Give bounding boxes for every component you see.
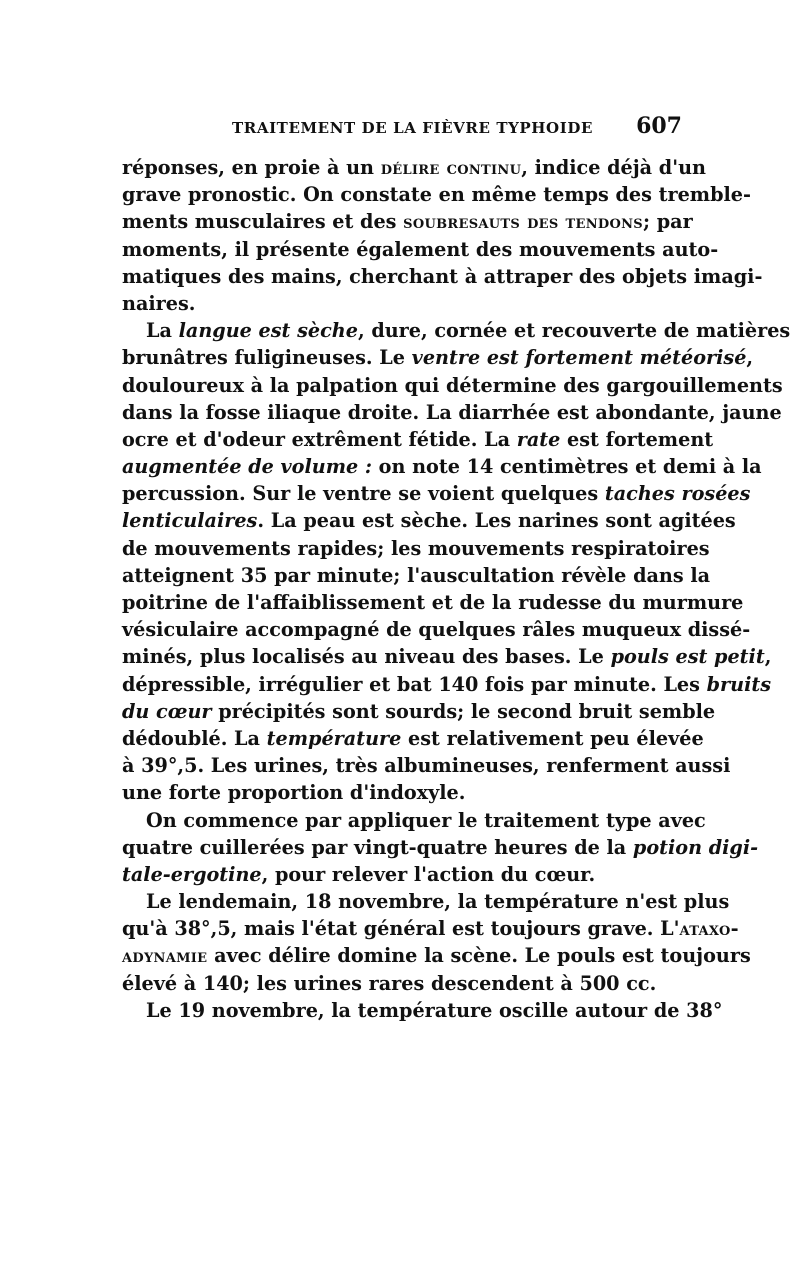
text-line — [122, 535, 710, 562]
text-run: élevé à 140; les urines rares descendent à 500 cc. — [122, 971, 657, 995]
text-run: , dure, cornée et recouverte de matières — [357, 319, 791, 343]
text-line — [122, 888, 730, 915]
text-line — [122, 399, 782, 426]
text-run: vésiculaire accompagné de quelques râles muqueux dissé- — [122, 618, 751, 642]
text-run: atteignent 35 par minute; l'auscultation révèle dans la — [122, 563, 711, 587]
text-run: est fortement — [560, 427, 714, 451]
text-run: On commence par appliquer le traitement type avec — [146, 808, 706, 832]
text-run: douloureux à la palpation qui détermine des gargouillements — [122, 373, 783, 397]
page-number: 607 — [636, 113, 682, 139]
small-caps-phrase: ataxo- — [679, 917, 739, 941]
text-line — [122, 997, 723, 1024]
text-run: Le lendemain, 18 novembre, la température n'est plus — [146, 890, 730, 914]
text-run: grave pronostic. On constate en même temps des tremble- — [122, 183, 751, 207]
small-caps-phrase: délire continu — [380, 156, 522, 179]
text-line — [122, 589, 744, 616]
text-run: précipités sont sourds; le second bruit semble — [211, 699, 716, 723]
text-run: est relativement peu élevée — [401, 726, 704, 750]
text-line — [122, 480, 751, 507]
italic-phrase: bruits — [706, 672, 772, 696]
text-line — [122, 725, 704, 752]
text-run: qu'à 38°,5, mais l'état général est toujours grave. L' — [122, 917, 680, 941]
text-line — [122, 344, 754, 371]
text-line — [122, 807, 706, 834]
italic-phrase: ventre est fortement météorisé — [411, 346, 747, 370]
text-line — [122, 154, 706, 181]
text-run: ocre et d'odeur extrêment fétide. La — [122, 427, 517, 451]
text-line — [122, 616, 751, 643]
italic-phrase: pouls est petit — [610, 645, 765, 669]
text-line — [122, 942, 751, 969]
text-line — [122, 643, 772, 670]
small-caps-phrase: adynamie — [122, 944, 208, 968]
text-line — [122, 698, 716, 725]
text-run: dans la fosse iliaque droite. La diarrhée est abondante, jaune — [122, 400, 782, 424]
text-line — [122, 970, 670, 997]
small-caps-phrase: soubresauts des tendons — [403, 210, 643, 234]
text-line — [122, 372, 783, 399]
text-line — [122, 779, 670, 806]
italic-phrase: rate — [516, 427, 561, 451]
italic-phrase: augmentée de volume : — [122, 455, 372, 479]
italic-phrase: langue est sèche — [178, 319, 358, 343]
italic-phrase: taches rosées — [604, 482, 751, 506]
text-run: , indice déjà d'un — [521, 156, 706, 179]
text-line — [122, 236, 719, 263]
text-run: ; par — [642, 210, 693, 234]
text-run: matiques des mains, cherchant à attraper des objets imagi- — [122, 264, 763, 288]
text-run: ments musculaires et des — [122, 210, 404, 234]
running-header — [122, 113, 682, 143]
text-line — [122, 181, 751, 208]
text-line — [122, 834, 759, 861]
text-line — [122, 263, 763, 290]
italic-phrase: température — [266, 726, 402, 750]
text-run: minés, plus localisés au niveau des bases. Le — [122, 645, 611, 669]
text-line — [122, 453, 762, 480]
text-line — [122, 671, 772, 698]
text-line — [122, 861, 670, 888]
text-line — [122, 915, 739, 942]
text-run: . La peau est sèche. Les narines sont agitées — [257, 509, 736, 533]
running-title: TRAITEMENT DE LA FIÈVRE TYPHOIDE — [232, 119, 593, 137]
text-line — [122, 562, 711, 589]
italic-phrase: tale-ergotine — [122, 862, 262, 886]
text-run: on note 14 centimètres et demi à la — [371, 455, 762, 479]
text-run: quatre cuillerées par vingt-quatre heures de la — [122, 835, 633, 859]
italic-phrase: lenticulaires — [122, 509, 258, 533]
text-line — [122, 208, 693, 235]
text-run: , pour relever l'action du cœur. — [261, 862, 596, 886]
text-line — [122, 426, 714, 453]
text-run: percussion. Sur le ventre se voient quelques — [122, 482, 605, 506]
text-run: avec délire domine la scène. Le pouls est toujours — [207, 944, 751, 968]
text-run: brunâtres fuligineuses. Le — [122, 346, 412, 370]
text-run: dédoublé. La — [122, 726, 267, 750]
text-line — [122, 507, 736, 534]
italic-phrase: du cœur — [122, 699, 212, 723]
text-run: naires. — [122, 291, 196, 315]
text-run: , — [746, 346, 754, 370]
text-line — [122, 317, 791, 344]
text-run: à 39°,5. Les urines, très albumineuses, renferment aussi — [122, 754, 731, 778]
text-run: La — [146, 319, 179, 343]
text-run: une forte proportion d'indoxyle. — [122, 781, 466, 805]
italic-phrase: potion digi- — [632, 835, 759, 859]
text-run: poitrine de l'affaiblissement et de la rudesse du murmure — [122, 591, 744, 614]
text-run: réponses, en proie à un — [122, 156, 381, 179]
text-run: , — [764, 645, 772, 669]
text-line — [122, 752, 731, 779]
text-run: de mouvements rapides; les mouvements respiratoires — [122, 536, 710, 560]
body-text — [122, 154, 791, 1024]
text-run: Le 19 novembre, la température oscille autour de 38° — [146, 998, 723, 1022]
text-line — [122, 290, 670, 317]
text-run: dépressible, irrégulier et bat 140 fois par minute. Les — [122, 672, 707, 696]
text-run: moments, il présente également des mouvements auto- — [122, 237, 719, 261]
